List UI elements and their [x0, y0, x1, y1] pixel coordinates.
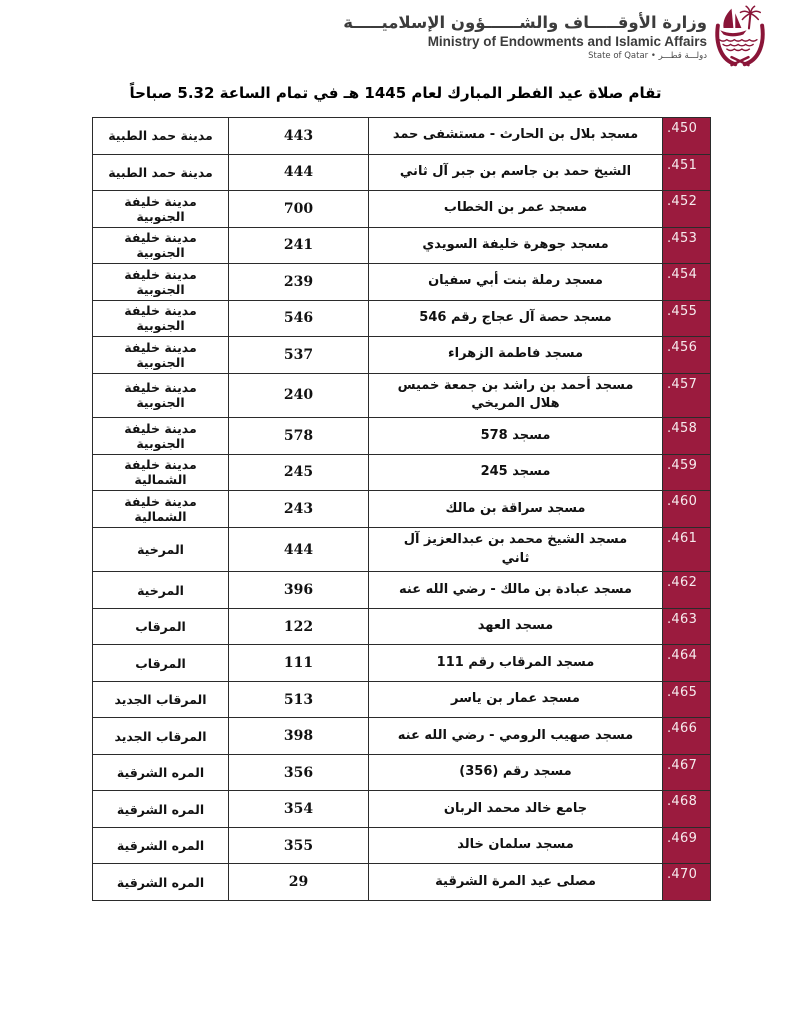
row-index-cell [663, 155, 711, 192]
row-index-cell [663, 228, 711, 265]
qatar-emblem-icon [711, 3, 769, 67]
mosque-name-cell-text: مسجد العهد [477, 618, 554, 634]
row-index-cell [663, 301, 711, 338]
row-index-cell-text: .460 [667, 494, 698, 510]
mosque-number-cell [229, 191, 369, 228]
mosque-name-cell-text: مسجد صهيب الرومي - رضي الله عنه [397, 727, 634, 743]
mosque-number-cell-text: 245 [283, 464, 314, 481]
mosque-name-cell-text: الشيخ حمد بن جاسم بن جبر آل ثاني [399, 163, 632, 179]
row-index-cell [663, 645, 711, 682]
row-index-cell [663, 191, 711, 228]
mosque-number-cell [229, 645, 369, 682]
mosque-number-cell [229, 118, 369, 155]
row-index-cell-text: .470 [667, 867, 698, 883]
table-row [93, 682, 711, 719]
mosque-number-cell [229, 718, 369, 755]
zone-cell [93, 455, 229, 492]
mosque-name-cell [369, 264, 663, 301]
mosque-name-cell-text: مسجد عبادة بن مالك - رضي الله عنه [399, 581, 632, 597]
mosque-number-cell [229, 791, 369, 828]
row-index-cell-text: .467 [667, 757, 698, 773]
zone-cell-text: مدينة خليفة الجنوبية [124, 420, 197, 451]
row-index-cell-text: .468 [667, 794, 698, 810]
mosque-name-cell-text: مسجد بلال بن الحارث - مستشفى حمد [392, 127, 639, 143]
row-index-cell [663, 118, 711, 155]
mosque-number-cell-text: 700 [283, 200, 314, 217]
mosque-number-cell-text: 243 [283, 500, 314, 517]
zone-cell-text: مدينة حمد الطبية [108, 164, 213, 180]
zone-cell-text: مدينة خليفة الشمالية [124, 493, 197, 524]
mosque-number-cell-text: 111 [283, 655, 314, 672]
zone-cell-text: المرقاب الجديد [114, 728, 207, 744]
page-title: تقام صلاة عيد الفطر المبارك لعام 1445 هـ في تمام الساعة 5.32 صباحاً [129, 84, 662, 102]
row-index-cell [663, 609, 711, 646]
ministry-header [0, 12, 707, 62]
row-index-cell-text: .454 [667, 267, 698, 282]
mosque-number-cell [229, 491, 369, 528]
zone-cell-text: مدينة خليفة الجنوبية [124, 339, 197, 370]
mosque-number-cell [229, 755, 369, 792]
zone-cell-text: المره الشرقية [116, 765, 205, 781]
table-row [93, 491, 711, 528]
table-row [93, 337, 711, 374]
mosque-number-cell [229, 682, 369, 719]
zone-cell [93, 791, 229, 828]
mosque-number-cell [229, 374, 369, 419]
zone-cell-text: مدينة خليفة الجنوبية [124, 380, 197, 411]
zone-cell-text: مدينة خليفة الشمالية [124, 457, 197, 488]
row-index-cell [663, 864, 711, 901]
mosque-name-cell [369, 528, 663, 573]
zone-cell [93, 682, 229, 719]
mosque-number-cell [229, 455, 369, 492]
mosque-name-cell [369, 455, 663, 492]
mosque-name-cell-text: مسجد 245 [480, 464, 551, 480]
mosque-name-cell-text: مسجد رملة بنت أبي سفيان [428, 273, 603, 289]
mosque-name-cell-text: مسجد حصة آل عجاج رقم 546 [419, 309, 612, 325]
table-row [93, 864, 711, 901]
row-index-cell-text: .461 [667, 530, 698, 546]
zone-cell [93, 155, 229, 192]
mosque-name-cell [369, 572, 663, 609]
mosque-name-cell [369, 155, 663, 192]
row-index-cell [663, 682, 711, 719]
ministry-name-english: Ministry of Endowments and Islamic Affairs [427, 34, 707, 49]
table-row [93, 755, 711, 792]
zone-cell [93, 755, 229, 792]
row-index-cell-text: .453 [667, 230, 698, 246]
zone-cell-text: المرخية [137, 542, 184, 558]
mosque-number-cell [229, 609, 369, 646]
table-row [93, 718, 711, 755]
mosque-name-cell [369, 682, 663, 719]
mosque-number-cell-text: 444 [283, 541, 314, 558]
table-row [93, 828, 711, 865]
table-row [93, 572, 711, 609]
zone-cell [93, 609, 229, 646]
mosque-name-cell [369, 337, 663, 374]
mosque-number-cell [229, 337, 369, 374]
mosque-number-cell-text: 443 [283, 127, 314, 144]
zone-cell-text: مدينة خليفة الجنوبية [124, 193, 197, 224]
row-index-cell-text: .452 [667, 194, 698, 209]
mosque-name-cell [369, 491, 663, 528]
zone-cell [93, 572, 229, 609]
zone-cell-text: المره الشرقية [116, 838, 205, 854]
mosque-number-cell [229, 228, 369, 265]
row-index-cell [663, 828, 711, 865]
zone-cell [93, 301, 229, 338]
mosque-name-cell-text: مسجد عمر بن الخطاب [443, 200, 588, 216]
mosque-number-cell-text: 241 [283, 237, 314, 254]
state-of-qatar-label: دولـــة قطـــر • State of Qatar [588, 51, 707, 61]
mosque-number-cell [229, 264, 369, 301]
mosque-name-cell [369, 418, 663, 455]
zone-cell-text: المره الشرقية [116, 801, 205, 817]
zone-cell [93, 264, 229, 301]
mosque-name-cell-text: مسجد الشيخ محمد بن عبدالعزيز آل ثاني [403, 531, 628, 566]
zone-cell [93, 491, 229, 528]
mosque-number-cell-text: 29 [288, 874, 309, 891]
row-index-cell-text: .469 [667, 830, 698, 846]
mosque-name-cell-text: مسجد سلمان خالد [457, 837, 574, 853]
mosque-number-cell-text: 354 [283, 801, 314, 818]
mosque-name-cell [369, 864, 663, 901]
zone-cell [93, 718, 229, 755]
mosque-name-cell-text: مسجد جوهرة خليفة السويدي [422, 236, 609, 252]
mosque-number-cell [229, 528, 369, 573]
table-row [93, 374, 711, 419]
mosque-number-cell-text: 240 [283, 387, 314, 404]
mosque-number-cell-text: 513 [283, 691, 314, 708]
mosque-number-cell [229, 864, 369, 901]
row-index-cell-text: .463 [667, 611, 698, 627]
row-index-cell [663, 374, 711, 419]
table-row [93, 791, 711, 828]
table-row [93, 228, 711, 265]
ministry-name-arabic: وزارة الأوقـــــاف والشــــــؤون الإسلاميـــــة [343, 13, 707, 32]
zone-cell [93, 337, 229, 374]
row-index-cell [663, 528, 711, 573]
zone-cell-text: المرقاب [135, 655, 186, 671]
zone-cell-text: مدينة خليفة الجنوبية [124, 266, 197, 297]
mosque-table [92, 117, 711, 901]
mosque-number-cell-text: 396 [283, 582, 314, 599]
table-row [93, 301, 711, 338]
zone-cell [93, 828, 229, 865]
zone-cell-text: المرخية [137, 582, 184, 598]
row-index-cell [663, 491, 711, 528]
zone-cell [93, 864, 229, 901]
mosque-name-cell [369, 828, 663, 865]
mosque-number-cell-text: 355 [283, 837, 314, 854]
zone-cell-text: مدينة حمد الطبية [108, 128, 213, 144]
mosque-name-cell-text: جامع خالد محمد الربان [443, 800, 588, 816]
table-row [93, 118, 711, 155]
mosque-name-cell-text: مصلى عيد المرة الشرقية [435, 873, 596, 889]
row-index-cell [663, 418, 711, 455]
row-index-cell-text: .450 [667, 121, 698, 136]
table-row [93, 455, 711, 492]
mosque-number-cell-text: 578 [283, 427, 314, 444]
mosque-name-cell [369, 228, 663, 265]
row-index-cell [663, 572, 711, 609]
mosque-number-cell-text: 398 [283, 728, 314, 745]
mosque-number-cell-text: 356 [283, 764, 314, 781]
mosque-number-cell-text: 546 [283, 310, 314, 327]
row-index-cell-text: .465 [667, 684, 698, 700]
mosque-number-cell [229, 155, 369, 192]
mosque-name-cell-text: مسجد فاطمة الزهراء [447, 346, 584, 362]
mosque-name-cell-text: مسجد سراقة بن مالك [445, 500, 586, 516]
zone-cell [93, 228, 229, 265]
mosque-number-cell [229, 572, 369, 609]
zone-cell-text: المره الشرقية [116, 874, 205, 890]
row-index-cell [663, 264, 711, 301]
row-index-cell-text: .456 [667, 340, 698, 355]
table-row [93, 418, 711, 455]
mosque-number-cell [229, 828, 369, 865]
mosque-name-cell [369, 301, 663, 338]
mosque-name-cell [369, 118, 663, 155]
table-row [93, 609, 711, 646]
table-row [93, 264, 711, 301]
mosque-name-cell-text: مسجد رقم (356) [459, 764, 572, 780]
row-index-cell-text: .458 [667, 421, 698, 437]
mosque-table-body [93, 118, 711, 901]
row-index-cell [663, 455, 711, 492]
zone-cell [93, 118, 229, 155]
row-index-cell [663, 718, 711, 755]
mosque-number-cell-text: 537 [283, 346, 314, 363]
row-index-cell [663, 755, 711, 792]
mosque-number-cell-text: 444 [283, 164, 314, 181]
mosque-number-cell [229, 418, 369, 455]
row-index-cell-text: .459 [667, 457, 698, 473]
row-index-cell-text: .462 [667, 575, 698, 591]
mosque-name-cell-text: مسجد عمار بن ياسر [451, 691, 580, 707]
mosque-name-cell-text: مسجد 578 [480, 427, 551, 443]
mosque-name-cell [369, 374, 663, 419]
mosque-name-cell [369, 645, 663, 682]
mosque-name-cell [369, 609, 663, 646]
row-index-cell [663, 337, 711, 374]
zone-cell [93, 528, 229, 573]
row-index-cell-text: .451 [667, 157, 698, 173]
zone-cell-text: المرقاب [135, 619, 186, 635]
table-row [93, 528, 711, 573]
mosque-number-cell [229, 301, 369, 338]
row-index-cell [663, 791, 711, 828]
mosque-name-cell [369, 755, 663, 792]
table-row [93, 191, 711, 228]
zone-cell-text: المرقاب الجديد [114, 692, 207, 708]
zone-cell-text: مدينة خليفة الجنوبية [124, 230, 197, 261]
row-index-cell-text: .466 [667, 721, 698, 737]
mosque-name-cell [369, 718, 663, 755]
zone-cell [93, 418, 229, 455]
mosque-number-cell-text: 239 [283, 273, 314, 290]
mosque-number-cell-text: 122 [283, 618, 314, 635]
row-index-cell-text: .464 [667, 648, 698, 664]
zone-cell-text: مدينة خليفة الجنوبية [124, 303, 197, 334]
row-index-cell-text: .457 [667, 376, 698, 392]
zone-cell [93, 645, 229, 682]
mosque-name-cell [369, 191, 663, 228]
mosque-name-cell-text: مسجد المرقاب رقم 111 [436, 654, 595, 670]
mosque-name-cell [369, 791, 663, 828]
mosque-name-cell-text: مسجد أحمد بن راشد بن جمعة خميس هلال المريخي [397, 377, 634, 412]
table-row [93, 645, 711, 682]
zone-cell [93, 374, 229, 419]
zone-cell [93, 191, 229, 228]
row-index-cell-text: .455 [667, 303, 698, 319]
table-row [93, 155, 711, 192]
